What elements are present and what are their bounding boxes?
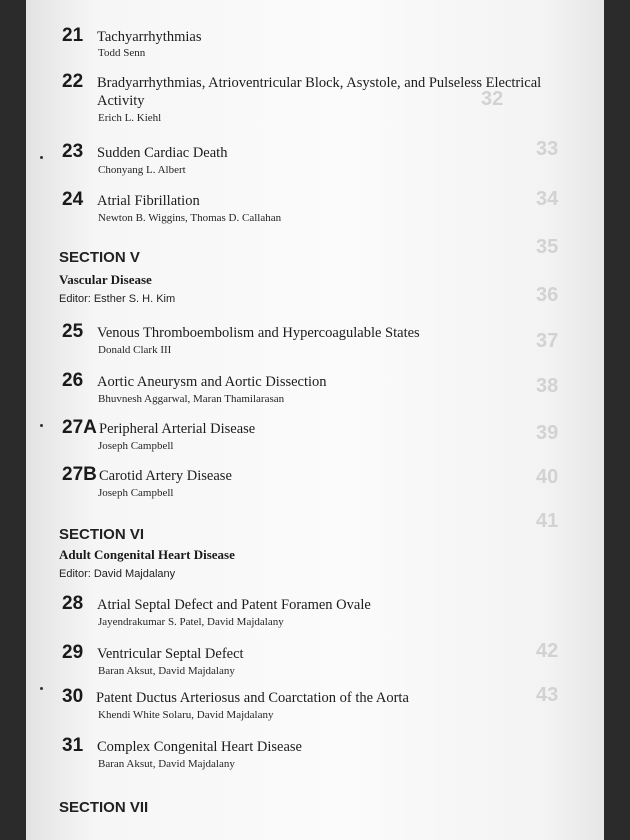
section-editor: Editor: David Majdalany [59,568,176,580]
chapter-number: 25 [62,321,84,342]
chapter-authors: Chonyang L. Albert [98,164,186,176]
section-editor: Editor: Esther S. H. Kim [59,293,176,305]
chapter-number: 24 [62,189,84,210]
section-heading: SECTION V [59,249,140,266]
show-through-text: 40 [536,466,559,488]
chapter-title: Bradyarrhythmias, Atrioventricular Block, Asystole, and Pulseless Electrical Activity [97,75,542,109]
show-through-text: 43 [536,684,559,706]
section-heading: SECTION VII [59,799,149,816]
chapter-title: Ventricular Septal Defect [97,646,244,662]
chapter-authors: Joseph Campbell [98,440,174,452]
chapter-title: Venous Thromboembolism and Hypercoagulable States [97,325,420,341]
speck-mark [40,687,43,690]
show-through-text: 37 [536,330,559,352]
show-through-text: 39 [536,422,559,444]
show-through-text: 35 [536,236,559,258]
chapter-title: Aortic Aneurysm and Aortic Dissection [97,374,327,390]
speck-mark [40,156,43,159]
section-title: Adult Congenital Heart Disease [59,547,235,562]
chapter-number: 28 [62,593,84,614]
chapter-number: 27B [62,464,97,485]
chapter-authors: Bhuvnesh Aggarwal, Maran Thamilarasan [98,393,285,405]
show-through-text: 42 [536,640,559,662]
show-through-text: 41 [536,510,559,532]
chapter-authors: Newton B. Wiggins, Thomas D. Callahan [98,212,282,224]
chapter-number: 26 [62,370,84,391]
chapter-number: 30 [62,686,84,707]
chapter-number: 23 [62,141,84,162]
chapter-title: Carotid Artery Disease [99,468,232,484]
section-title: Vascular Disease [59,272,152,287]
chapter-authors: Khendi White Solaru, David Majdalany [98,709,274,721]
chapter-number: 27A [62,417,97,438]
chapter-authors: Jayendrakumar S. Patel, David Majdalany [98,616,284,628]
chapter-authors: Baran Aksut, David Majdalany [98,758,235,770]
chapter-authors: Todd Senn [98,47,146,59]
chapter-number: 21 [62,25,84,46]
show-through-text: 32 [481,88,504,110]
chapter-authors: Donald Clark III [98,344,172,356]
chapter-authors: Joseph Campbell [98,487,174,499]
chapter-number: 29 [62,642,84,663]
chapter-authors: Erich L. Kiehl [98,112,162,124]
chapter-title: Sudden Cardiac Death [97,145,228,161]
chapter-title: Complex Congenital Heart Disease [97,739,302,755]
show-through-text: 34 [536,188,559,210]
speck-mark [40,424,43,427]
show-through-text: 36 [536,284,559,306]
chapter-authors: Baran Aksut, David Majdalany [98,665,235,677]
chapter-number: 31 [62,735,84,756]
chapter-title: Atrial Septal Defect and Patent Foramen Ovale [97,597,371,613]
chapter-title: Peripheral Arterial Disease [99,421,256,437]
document-page [26,0,604,840]
show-through-text: 33 [536,138,559,160]
show-through-text: 38 [536,375,559,397]
chapter-title: Tachyarrhythmias [97,29,202,45]
section-heading: SECTION VI [59,526,145,543]
chapter-title: Atrial Fibrillation [97,193,200,209]
chapter-number: 22 [62,71,84,92]
chapter-title: Patent Ductus Arteriosus and Coarctation of the Aorta [96,690,409,706]
